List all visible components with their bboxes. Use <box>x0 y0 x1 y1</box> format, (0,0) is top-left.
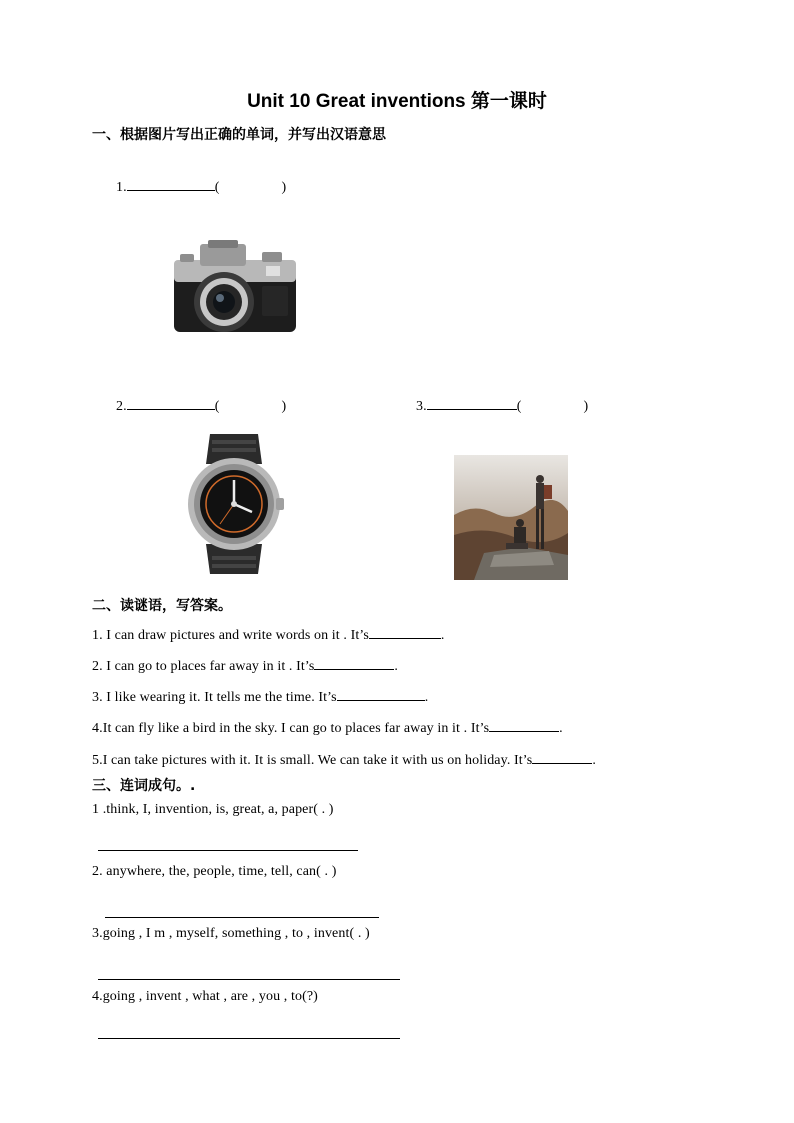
riddle-5 <box>92 750 596 769</box>
watch-icon <box>182 434 286 574</box>
camera-icon <box>170 240 300 340</box>
item-3-number: 3. <box>416 399 427 414</box>
riddle-3 <box>92 687 428 706</box>
riddle-5-period: . <box>592 753 596 768</box>
riddle-4-period: . <box>559 721 563 736</box>
question-4-text: 4.going , invent , what , are , you , to(?) <box>92 989 318 1004</box>
riddle-2-period: . <box>394 659 399 674</box>
question-4-answer-line[interactable] <box>98 1038 400 1039</box>
riddle-5-text: 5.I can take pictures with it. It is small. We can take it with us on holiday. It’s <box>92 753 533 768</box>
item-3-paren-open: ( <box>516 399 522 414</box>
riddle-3-answer-blank[interactable] <box>337 687 425 701</box>
item-3-answer-blank[interactable] <box>427 396 517 410</box>
riddle-3-period: . <box>424 690 429 705</box>
item-2-paren-open: ( <box>214 399 220 414</box>
riddle-1-period: . <box>440 628 445 643</box>
item-2-number: 2. <box>116 399 127 414</box>
riddle-2-text: 2. I can go to places far away in it . It’s <box>92 659 315 674</box>
item-1-answer-blank[interactable] <box>127 177 215 191</box>
item-2-answer-blank[interactable] <box>127 396 215 410</box>
riddle-2-answer-blank[interactable] <box>314 656 394 670</box>
item-3-paren-close: ) <box>583 399 589 414</box>
riddle-4-answer-blank[interactable] <box>489 718 559 732</box>
question-1-text: 1 .think, I, invention, is, great, a, paper( . ) <box>92 802 334 817</box>
question-1-answer-line[interactable] <box>98 850 358 851</box>
item-1-line <box>116 177 286 196</box>
question-3-answer-line[interactable] <box>98 979 400 980</box>
item-3-line <box>416 396 588 415</box>
riddle-4 <box>92 718 563 737</box>
question-2-answer-line[interactable] <box>105 917 379 918</box>
section-1-heading: 一、根据图片写出正确的单词，并写出汉语意思 <box>92 127 386 143</box>
page-title: Unit 10 Great inventions 第一课时 <box>247 91 547 112</box>
item-2-paren-close: ) <box>281 399 287 414</box>
section-3-heading: 三、连词成句。. <box>92 778 196 794</box>
question-3-text: 3.going , I m , myself, something , to , invent( . ) <box>92 926 370 941</box>
riddle-1 <box>92 625 444 644</box>
section-2-heading: 二、读谜语，写答案。 <box>92 598 232 614</box>
riddle-1-answer-blank[interactable] <box>369 625 441 639</box>
travel-photo <box>454 455 568 580</box>
riddle-4-text: 4.It can fly like a bird in the sky. I can go to places far away in it . It’s <box>92 721 490 736</box>
question-2-text: 2. anywhere, the, people, time, tell, can( . ) <box>92 864 337 879</box>
riddle-2 <box>92 656 398 675</box>
item-1-paren-close: ) <box>281 180 287 195</box>
riddle-1-text: 1. I can draw pictures and write words on it . It’s <box>92 628 369 643</box>
riddle-3-text: 3. I like wearing it. It tells me the time. It’s <box>92 690 337 705</box>
item-1-paren-open: ( <box>214 180 220 195</box>
item-2-line <box>116 396 286 415</box>
item-1-number: 1. <box>116 180 127 195</box>
riddle-5-answer-blank[interactable] <box>532 750 592 764</box>
